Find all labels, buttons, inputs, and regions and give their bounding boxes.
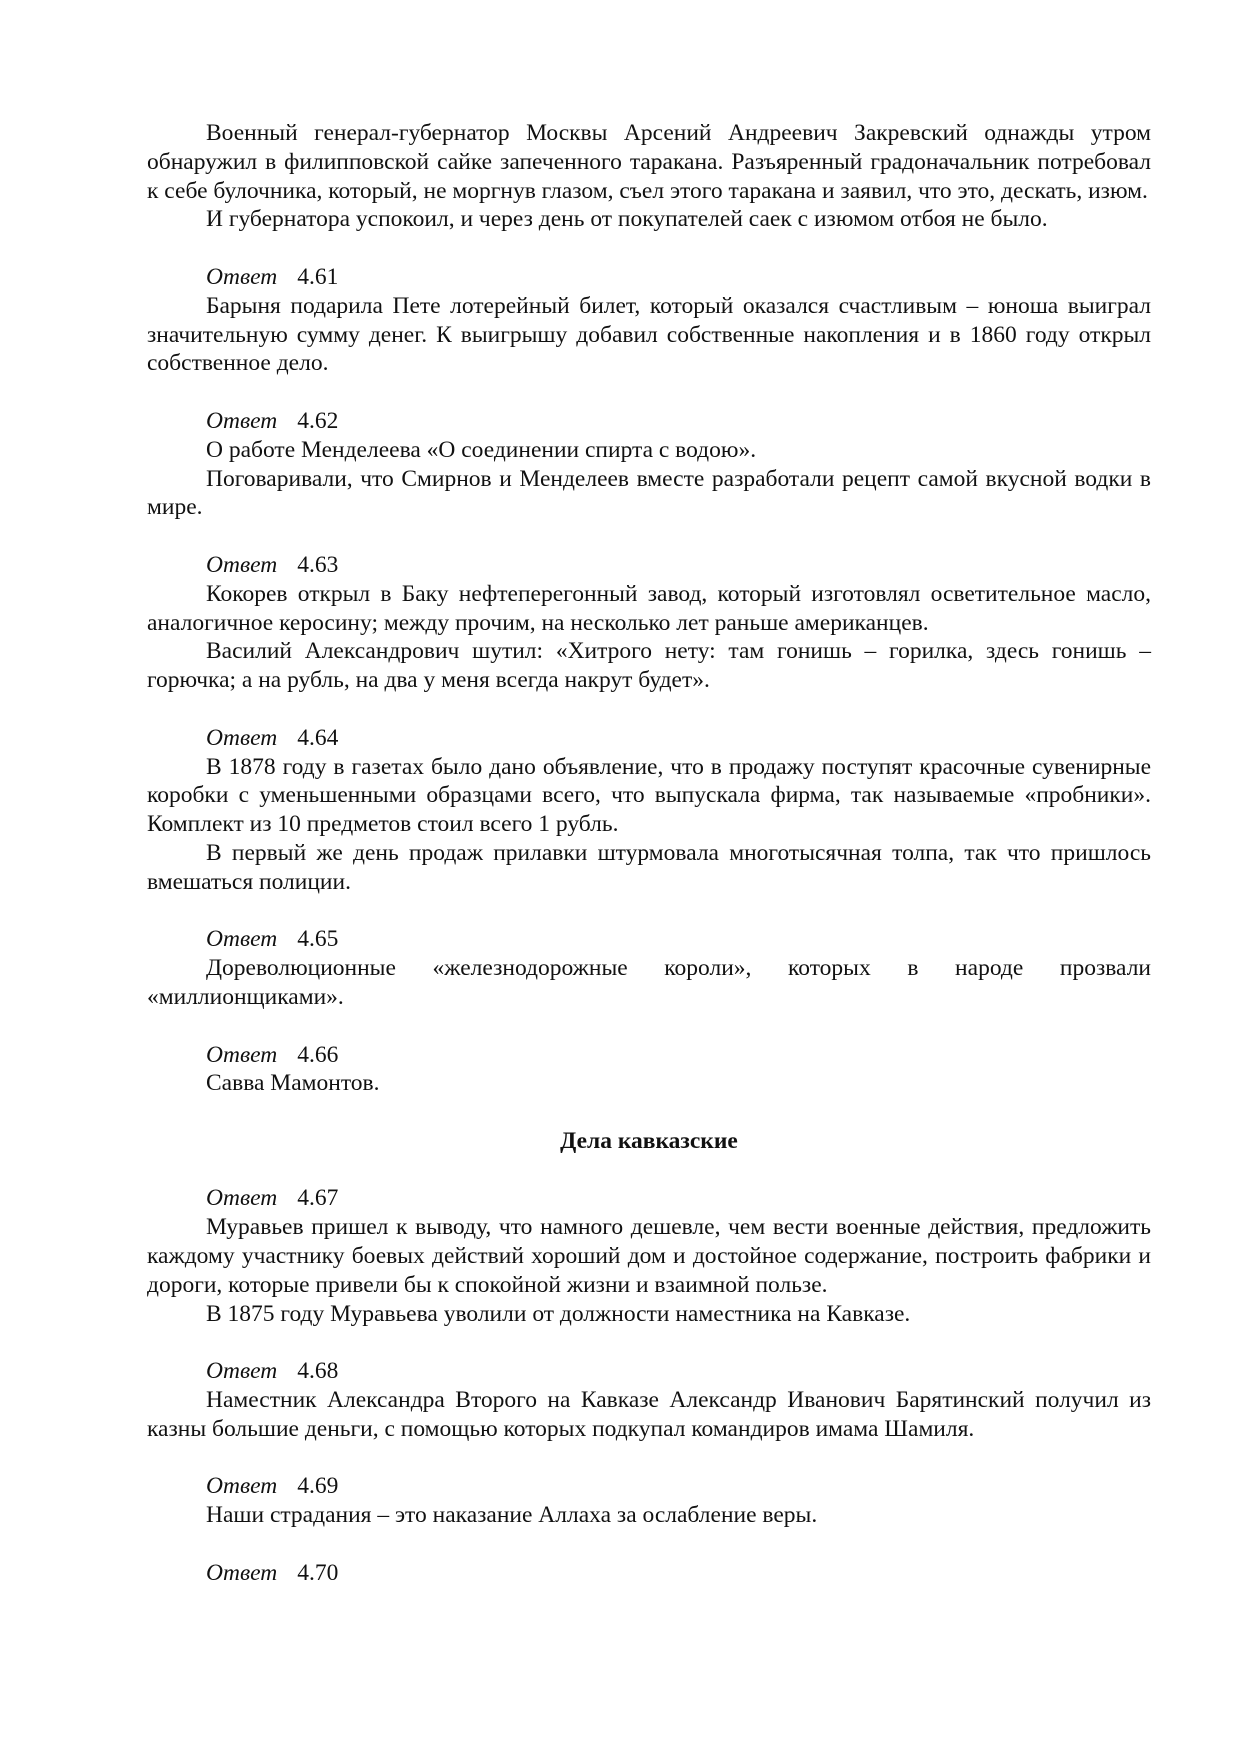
document-page bbox=[147, 119, 1151, 1588]
answer-paragraph: В 1878 году в газетах было дано объявление, что в продажу поступят красочные сувенирные коробки с уменьшенными образцами всего, что выпускала фирма, так называемые «пробники». Комплект из 10 предметов стоил всего 1 рубль. bbox=[147, 753, 1151, 838]
answer-label: Ответ bbox=[206, 724, 278, 751]
answer-heading bbox=[147, 407, 1151, 436]
answer-label: Ответ bbox=[206, 1559, 278, 1586]
answer-paragraph: Муравьев пришел к выводу, что намного дешевле, чем вести военные действия, предложить каждому участнику боевых действий хороший дом и достойное содержание, построить фабрики и дороги, которые привели бы к спокойной жизни и взаимной пользе. bbox=[147, 1214, 1151, 1298]
answer-number: 4.66 bbox=[297, 1041, 339, 1068]
section-title: Дела кавказские bbox=[560, 1127, 738, 1154]
answer-paragraph: Савва Мамонтов. bbox=[206, 1070, 380, 1097]
answer-heading bbox=[147, 1472, 1151, 1501]
answer-label: Ответ bbox=[206, 1185, 278, 1212]
answer-number: 4.65 bbox=[297, 926, 339, 953]
answer-heading bbox=[147, 1559, 1151, 1588]
answer-number: 4.62 bbox=[297, 407, 339, 434]
answer-label: Ответ bbox=[206, 1358, 278, 1385]
answer-label: Ответ bbox=[206, 551, 278, 578]
answer-label: Ответ bbox=[206, 1473, 278, 1500]
answer-number: 4.61 bbox=[297, 263, 339, 290]
answer-number: 4.68 bbox=[297, 1358, 339, 1385]
answer-heading bbox=[147, 1041, 1151, 1070]
answer-number: 4.69 bbox=[297, 1473, 339, 1500]
answer-paragraph: Поговаривали, что Смирнов и Менделеев вместе разработали рецепт самой вкусной водки в мире. bbox=[147, 465, 1151, 521]
answer-label: Ответ bbox=[206, 1041, 278, 1068]
answer-paragraph: Барыня подарила Пете лотерейный билет, который оказался счастливым – юноша выиграл значительную сумму денег. К выигрышу добавил собственные накопления и в 1860 году открыл собственное дело. bbox=[147, 292, 1151, 377]
answer-number: 4.70 bbox=[297, 1559, 339, 1586]
answer-paragraph: Наместник Александра Второго на Кавказе Александр Иванович Барятинский получил из казны большие деньги, с помощью которых подкупал командиров имама Шамиля. bbox=[147, 1387, 1151, 1442]
answer-number: 4.64 bbox=[297, 724, 339, 751]
answer-label: Ответ bbox=[206, 407, 278, 434]
answer-paragraph: Дореволюционные «железнодорожные короли», которых в народе прозвали «миллионщиками». bbox=[147, 955, 1151, 1010]
answer-heading bbox=[147, 1184, 1151, 1213]
answer-paragraph: Кокорев открыл в Баку нефтеперегонный завод, который изготовлял осветительное масло, аналогичное керосину; между прочим, на несколько лет раньше американцев. bbox=[147, 580, 1151, 636]
answer-label: Ответ bbox=[206, 263, 278, 290]
answer-heading bbox=[147, 1357, 1151, 1386]
answer-heading bbox=[147, 925, 1151, 954]
answer-paragraph: В 1875 году Муравьева уволили от должности наместника на Кавказе. bbox=[206, 1300, 911, 1327]
answer-paragraph: О работе Менделеева «О соединении спирта с водою». bbox=[206, 436, 757, 463]
intro-paragraph: И губернатора успокоил, и через день от покупателей саек с изюмом отбоя не было. bbox=[206, 206, 1048, 233]
answer-heading bbox=[147, 551, 1151, 580]
answer-number: 4.67 bbox=[297, 1185, 339, 1212]
answer-label: Ответ bbox=[206, 926, 278, 953]
answer-paragraph: В первый же день продаж прилавки штурмовала многотысячная толпа, так что пришлось вмешаться полиции. bbox=[147, 839, 1151, 895]
answer-heading bbox=[147, 263, 1151, 292]
intro-paragraph: Военный генерал-губернатор Москвы Арсений Андреевич Закревский однажды утром обнаружил в филипповской сайке запеченного таракана. Разъяренный градоначальник потребовал к себе булочника, который, не моргнув глазом, съел этого таракана и заявил, что это, дескать, изюм. bbox=[147, 120, 1151, 204]
answer-paragraph: Наши страдания – это наказание Аллаха за ослабление веры. bbox=[206, 1502, 818, 1529]
answer-number: 4.63 bbox=[297, 551, 339, 578]
answer-heading bbox=[147, 724, 1151, 753]
answer-paragraph: Василий Александрович шутил: «Хитрого нету: там гонишь – горилка, здесь гонишь – горючка; а на рубль, на два у меня всегда накрут будет». bbox=[147, 638, 1151, 694]
